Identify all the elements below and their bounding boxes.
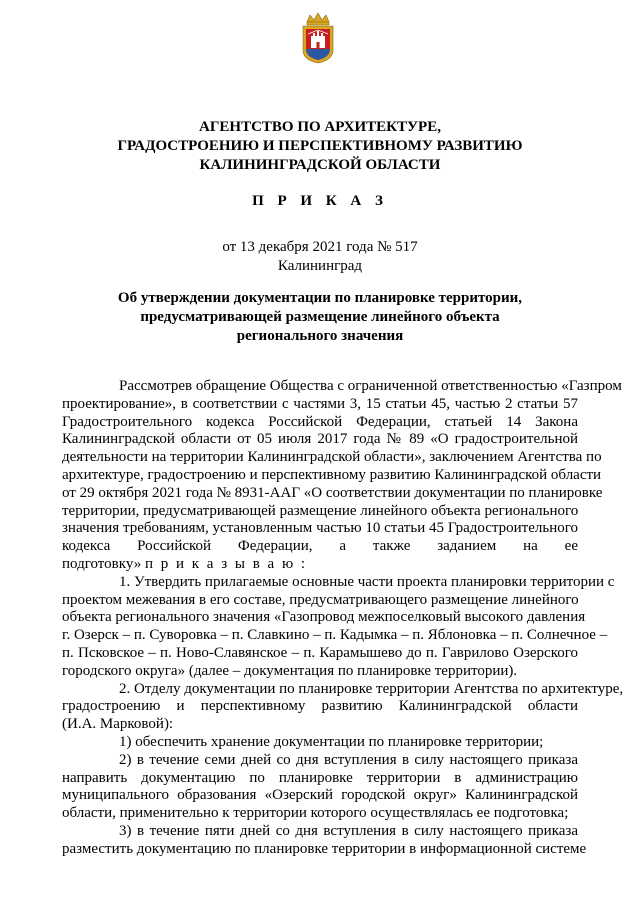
subject-line: Об утверждении документации по планировке территории, xyxy=(117,290,523,306)
item-1-line: 1. Утвердить прилагаемые основные части проекта планировки территории с xyxy=(119,573,615,590)
sub-item-2-line: муниципального образования «Озерский городской округ» Калининградской xyxy=(62,787,578,804)
body-line: деятельности на территории Калининградской области», заключением Агентства по xyxy=(62,449,602,466)
intro-closing: подготовку» xyxy=(62,555,142,572)
item-1-line: объекта регионального значения «Газопровод межпоселковый высокого давления xyxy=(62,609,586,626)
order-subject xyxy=(60,289,580,346)
body-line: проектирование», в соответствии с частями 3, 15 статьи 45, частью 2 статьи 57 xyxy=(62,395,578,412)
city: Калининград xyxy=(277,258,363,274)
order-keyword: п р и к а з ы в а ю : xyxy=(144,555,308,572)
agency-title xyxy=(60,118,580,175)
agency-title-line: ГРАДОСТРОЕНИЮ И ПЕРСПЕКТИВНОМУ РАЗВИТИЮ xyxy=(117,138,523,154)
body-line: Градостроительного кодекса Российской Федерации, статьей 14 Закона xyxy=(62,413,578,430)
sub-item-2-line: области, применительно к территории которого осуществлялась ее подготовка; xyxy=(62,805,569,822)
sub-item-3-line: разместить документацию по планировке территории в информационной системе xyxy=(62,840,587,857)
item-1-line: п. Псковское – п. Ново-Славянское – п. Карамышево до п. Гаврилово Озерского xyxy=(62,644,578,661)
item-1-line: г. Озерск – п. Суворовка – п. Славкино – п. Кадымка – п. Яблоновка – п. Солнечное – xyxy=(62,627,608,644)
item-2-line: (И.А. Марковой): xyxy=(62,716,174,733)
body-line: Рассмотрев обращение Общества с ограниченной ответственностью «Газпром xyxy=(119,378,622,394)
subject-line: предусматривающей размещение линейного объекта xyxy=(140,309,500,325)
sub-item-2-line: направить документацию по планировке территории в администрацию xyxy=(62,769,578,786)
body-line: архитектуре, градостроению и перспективному развитию Калининградской области xyxy=(62,466,602,483)
body-line xyxy=(62,556,578,574)
kaliningrad-coat-of-arms-icon xyxy=(300,12,336,64)
sub-item-3-line: 3) в течение пяти дней со дня вступления в силу настоящего приказа xyxy=(119,822,578,839)
sub-item-1: 1) обеспечить хранение документации по планировке территории; xyxy=(119,733,544,750)
agency-title-line: КАЛИНИНГРАДСКОЙ ОБЛАСТИ xyxy=(199,157,441,173)
item-1-line: городского округа» (далее – документация по планировке территории). xyxy=(62,662,518,679)
sub-item-2-line: 2) в течение семи дней со дня вступления в силу настоящего приказа xyxy=(119,751,578,768)
item-2-line: градостроению и перспективному развитию Калининградской области xyxy=(62,698,578,715)
body-line: значения требованиям, установленным частью 10 статьи 45 Градостроительного xyxy=(62,520,578,537)
body-line: кодекса Российской Федерации, а также заданием на ее xyxy=(62,538,578,555)
date-line: от 13 декабря 2021 года № 517 xyxy=(222,239,418,255)
date-and-number xyxy=(60,238,580,276)
agency-title-line: АГЕНТСТВО ПО АРХИТЕКТУРЕ, xyxy=(199,119,441,135)
document-type: П Р И К А З xyxy=(252,193,388,209)
item-2-line: 2. Отделу документации по планировке территории Агентства по архитектуре, xyxy=(119,680,624,697)
item-1-line: проектом межевания в его составе, предусматривающего размещение линейного xyxy=(62,591,579,608)
body-line: территории, предусматривающей размещение линейного объекта регионального xyxy=(62,502,579,519)
body-line: от 29 октября 2021 года № 8931-ААГ «О соответствии документации по планировке xyxy=(62,484,603,501)
subject-line: регионального значения xyxy=(236,328,404,344)
body-line: Калининградской области от 05 июля 2017 года № 89 «О градостроительной xyxy=(62,431,578,448)
document-body xyxy=(62,378,624,859)
